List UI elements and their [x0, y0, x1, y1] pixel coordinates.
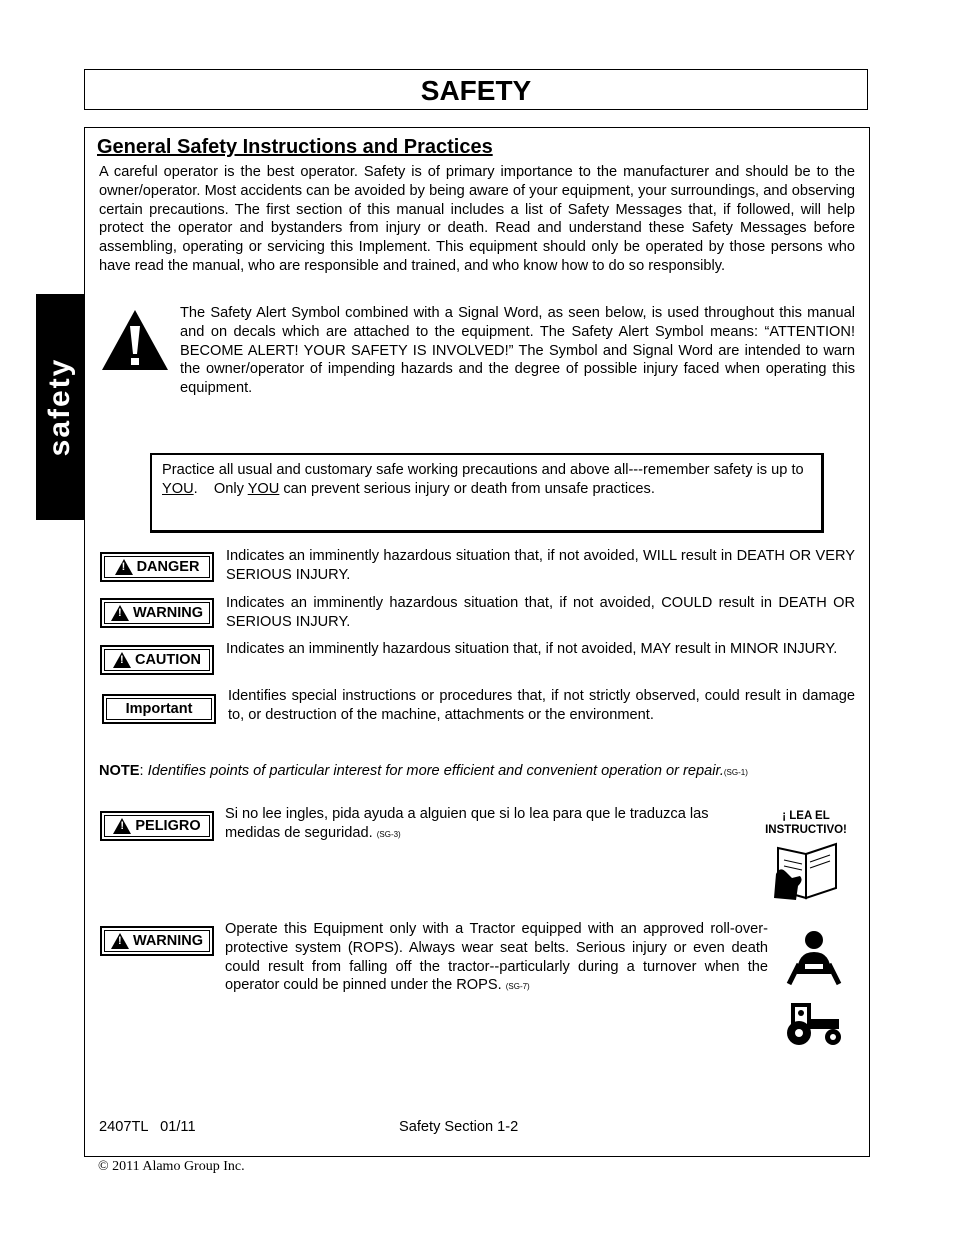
peligro-signal — [100, 811, 214, 841]
peligro-text: Si no lee ingles, pida ayuda a alguien que si lo lea para que le traduzca las medidas de seguridad. — [225, 806, 709, 841]
practice-text-1: Practice all usual and customary safe working precautions and above all---remember safety is up to — [162, 462, 804, 478]
footer-model: 2407TL 01/11 — [99, 1119, 196, 1135]
page-title: SAFETY — [420, 75, 532, 106]
lea-line-2: INSTRUCTIVO! — [765, 824, 847, 836]
rops-description — [225, 920, 768, 997]
rops-warning-label: WARNING — [132, 933, 204, 949]
danger-signal — [100, 552, 214, 582]
footer-section: Safety Section 1-2 — [399, 1119, 519, 1135]
intro-paragraph: A careful operator is the best operator. Safety is of primary importance to the manufacturer and should be to the owner/operator. Most accidents can be avoided by being aware of your equipment, your surroundings, and observing certain precautions. The first section of this manual includes a list of Safety Messages that, if followed, will help protect the operator and bystanders from injury or death. Read and understand these Safety Messages before assembling, operating or servicing this Implement. This equipment should only be operated by those persons who have read the manual, who are responsible and trained, and who know how to do so responsibly. — [99, 164, 855, 274]
important-signal — [102, 694, 216, 724]
caution-signal — [100, 645, 214, 675]
note-label: NOTE — [99, 763, 140, 779]
alert-triangle-icon — [113, 818, 131, 834]
practice-you-1: YOU — [162, 480, 194, 497]
lea-instructivo-caption — [758, 809, 854, 837]
read-manual-icon — [770, 838, 842, 902]
important-description: Identifies special instructions or procedures that, if not strictly observed, could result in damage to, or destruction of the machine, attachments or the environment. — [228, 688, 855, 723]
peligro-label: PELIGRO — [135, 818, 201, 834]
rops-code: (SG-7) — [505, 982, 530, 992]
rops-text: Operate this Equipment only with a Tractor equipped with an approved roll-over-protective system (ROPS). Always wear seat belts. Serious injury or even death could result from falling off the tractor--particularly during a turnover when the operator could be pinned under the ROPS. — [225, 921, 768, 994]
page-title-box — [84, 69, 868, 110]
practice-text-3: can prevent serious injury or death from unsafe practices. — [279, 480, 655, 497]
section-heading: General Safety Instructions and Practices — [97, 136, 493, 158]
note-text: Identifies points of particular interest for more efficient and convenient operation or repair. — [147, 763, 724, 779]
danger-label: DANGER — [136, 559, 200, 575]
note-line: NOTE: Identifies points of particular interest for more efficient and convenient operation or repair.(SG-1) — [99, 763, 748, 779]
caution-description: Indicates an imminently hazardous situation that, if not avoided, MAY result in MINOR INJURY. — [226, 641, 838, 657]
safety-alert-icon — [100, 308, 170, 372]
warning-label: WARNING — [132, 605, 204, 621]
section-heading-wrap — [97, 136, 493, 159]
side-tab — [36, 294, 84, 520]
danger-description: Indicates an imminently hazardous situation that, if not avoided, WILL result in DEATH OR VERY SERIOUS INJURY. — [226, 548, 855, 583]
alert-triangle-icon — [115, 559, 133, 575]
side-tab-label: safety — [43, 357, 76, 457]
caution-label: CAUTION — [134, 652, 202, 668]
practice-box — [150, 453, 824, 533]
alert-paragraph: The Safety Alert Symbol combined with a Signal Word, as seen below, is used throughout this manual and on decals which are attached to the equipment. The Safety Alert Symbol means: “ATTENTION! BECOME ALERT! YOUR SAFETY IS INVOLVED!” The Symbol and Signal Word are intended to warn the owner/operator of impending hazards and the degree of possible injury faced when operating this equipment. — [180, 305, 855, 397]
practice-text-2: . Only — [193, 480, 248, 497]
lea-line-1: ¡ LEA EL — [782, 810, 830, 822]
warning-signal — [100, 598, 214, 628]
seatbelt-icon — [785, 928, 843, 986]
alert-triangle-icon — [113, 652, 131, 668]
peligro-description — [225, 805, 747, 845]
practice-you-2: YOU — [247, 480, 280, 497]
warning-description: Indicates an imminently hazardous situation that, if not avoided, COULD result in DEATH OR SERIOUS INJURY. — [226, 595, 855, 630]
alert-triangle-icon — [111, 933, 129, 949]
rops-warning-signal — [100, 926, 214, 956]
tractor-rops-icon — [783, 999, 845, 1047]
note-code: (SG-1) — [723, 768, 748, 777]
important-label: Important — [125, 701, 193, 717]
alert-triangle-icon — [111, 605, 129, 621]
peligro-code: (SG-3) — [376, 829, 401, 839]
copyright: © 2011 Alamo Group Inc. — [98, 1159, 245, 1174]
